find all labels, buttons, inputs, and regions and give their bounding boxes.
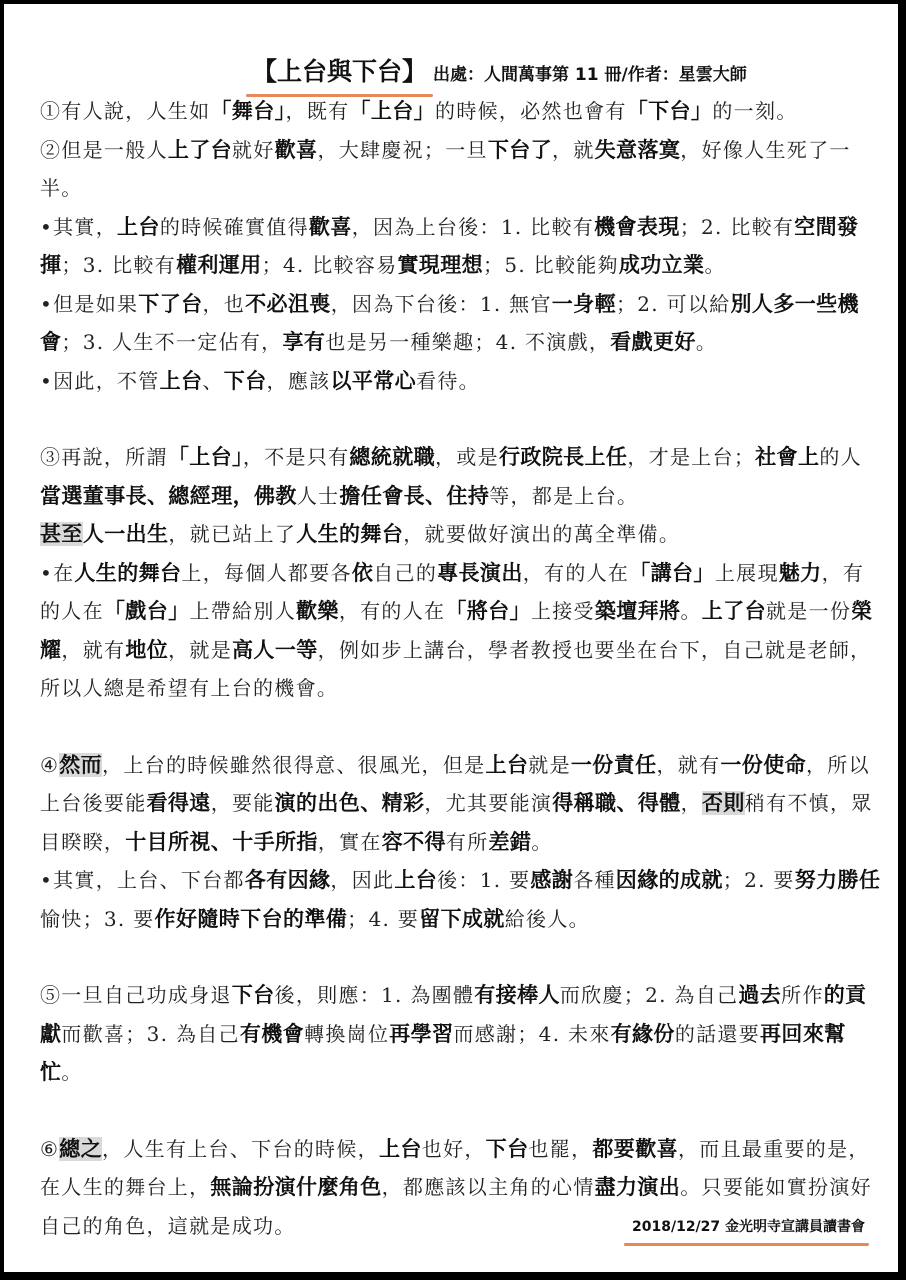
text-segment: 所作 bbox=[781, 983, 824, 1007]
text-segment: 上接受 bbox=[530, 599, 595, 623]
text-segment: ③再說，所謂 bbox=[40, 445, 168, 469]
text-segment: 的一刻。 bbox=[712, 99, 798, 123]
text-segment: 的時候，必然也會有 bbox=[435, 99, 627, 123]
text-segment: ⑥ bbox=[40, 1136, 60, 1161]
text-segment: ，都應該以主角的心情 bbox=[381, 1175, 595, 1199]
paragraph-gap bbox=[40, 938, 882, 976]
text-segment: 就好 bbox=[232, 137, 275, 162]
text-segment: ， bbox=[680, 791, 702, 815]
emphasis-text: 有接棒人 bbox=[474, 983, 560, 1007]
emphasis-text: 高人一等 bbox=[232, 637, 318, 662]
text-segment: ，就是 bbox=[168, 637, 233, 662]
text-segment: ，大肆慶祝；一旦 bbox=[317, 137, 488, 162]
text-segment: ，也 bbox=[202, 291, 246, 316]
text-segment: ，好像人生死了一半。 bbox=[40, 137, 851, 200]
text-segment: ，就要做好演出的萬全準備。 bbox=[403, 522, 681, 546]
text-segment: ⑤一旦自己功成身退 bbox=[40, 983, 232, 1007]
text-segment: 上，每個人都要各 bbox=[181, 560, 352, 585]
text-segment: •在 bbox=[40, 560, 75, 585]
text-segment: 就是 bbox=[528, 752, 571, 777]
emphasis-text: 以平常心 bbox=[330, 368, 417, 393]
highlighted-text: 甚至 bbox=[40, 522, 83, 546]
text-segment: ②但是一般人 bbox=[40, 137, 168, 162]
emphasis-text: 看得遠 bbox=[146, 791, 211, 815]
emphasis-text: 當選董事長、總經理，佛教 bbox=[40, 483, 297, 508]
text-segment: 的人 bbox=[819, 445, 862, 469]
text-segment: ，有的人在 bbox=[338, 599, 446, 623]
text-segment: 後：1. 要 bbox=[437, 868, 531, 892]
header bbox=[252, 52, 747, 88]
text-segment: ，就有 bbox=[61, 637, 126, 662]
paragraph-p8 bbox=[40, 554, 882, 708]
text-segment: •其實， bbox=[40, 214, 117, 239]
paragraph-p4 bbox=[40, 285, 882, 362]
emphasis-text: 上了台 bbox=[701, 599, 766, 623]
paragraph-p1 bbox=[40, 92, 882, 131]
emphasis-text: 實現理想 bbox=[397, 253, 484, 277]
text-segment: 也是另一種樂趣；4. 不演戲， bbox=[325, 330, 611, 354]
text-segment: ；3. 人生不一定佔有， bbox=[61, 330, 283, 354]
emphasis-text: 別人多一些機會 bbox=[40, 291, 859, 354]
paragraph-p3 bbox=[40, 208, 882, 285]
emphasis-text: 努力勝任 bbox=[794, 868, 881, 892]
text-segment: ，有的人在 bbox=[40, 560, 865, 623]
text-segment: 也好， bbox=[421, 1136, 486, 1161]
text-segment: ，就 bbox=[552, 137, 595, 162]
text-segment: 上展現 bbox=[714, 560, 779, 585]
paragraph-p6 bbox=[40, 438, 882, 515]
emphasis-text: 歡樂 bbox=[296, 599, 339, 623]
emphasis-text: 空間發揮 bbox=[40, 214, 859, 277]
text-segment: ；4. 要 bbox=[347, 906, 420, 931]
emphasis-text: 差錯 bbox=[488, 829, 532, 854]
emphasis-text: 一身輕 bbox=[551, 291, 616, 316]
emphasis-text: 榮耀 bbox=[40, 599, 873, 662]
text-segment: 就是一份 bbox=[765, 599, 852, 623]
emphasis-text: 社會上 bbox=[755, 445, 820, 469]
emphasis-text: 人生的舞台 bbox=[296, 522, 404, 546]
emphasis-text: 上台 bbox=[485, 752, 529, 777]
text-segment: 的時候確實值得 bbox=[159, 214, 309, 239]
text-segment: 愉快；3. 要 bbox=[40, 906, 155, 931]
footer-credit bbox=[632, 1216, 865, 1236]
emphasis-text: 一份使命 bbox=[720, 752, 806, 777]
highlighted-text: 總之 bbox=[59, 1136, 103, 1161]
text-segment: ④ bbox=[40, 752, 60, 777]
paragraph-gap bbox=[40, 708, 882, 746]
paragraph-p10 bbox=[40, 861, 882, 938]
text-segment: 等，都是上台。 bbox=[489, 483, 639, 508]
text-segment: 上帶給別人 bbox=[189, 599, 297, 623]
text-segment: 而感謝；4. 未來 bbox=[453, 1021, 611, 1046]
source-citation: 出處：人間萬事第 11 冊/作者：星雲大師 bbox=[433, 65, 747, 85]
text-segment: ，不是只有 bbox=[242, 445, 350, 469]
emphasis-text: 「舞台」 bbox=[210, 99, 286, 123]
emphasis-text: 過去 bbox=[738, 983, 782, 1007]
emphasis-text: 機會表現 bbox=[594, 214, 680, 239]
paragraph-p7 bbox=[40, 515, 882, 554]
emphasis-text: 作好隨時下台的準備 bbox=[154, 906, 348, 931]
document-title: 【上台與下台】 bbox=[252, 52, 427, 88]
paragraph-gap bbox=[40, 1092, 882, 1130]
text-segment: 有所 bbox=[445, 829, 489, 854]
emphasis-text: 「講台」 bbox=[629, 560, 715, 585]
text-segment: 。 bbox=[680, 599, 702, 623]
text-segment: •但是如果 bbox=[40, 291, 139, 316]
emphasis-text: 專長演出 bbox=[437, 560, 523, 585]
emphasis-text: 「上台」 bbox=[167, 445, 243, 469]
text-segment: ，要能 bbox=[210, 791, 275, 815]
text-segment: ，就已站上了 bbox=[168, 522, 297, 546]
emphasis-text: 人一出生 bbox=[82, 522, 169, 546]
text-segment: ；5. 比較能夠 bbox=[483, 253, 619, 277]
emphasis-text: 築壇拜將 bbox=[594, 599, 681, 623]
text-segment: ，因為下台後：1. 無官 bbox=[330, 291, 552, 316]
emphasis-text: 歡喜 bbox=[308, 214, 352, 239]
emphasis-text: 上台 bbox=[378, 1136, 422, 1161]
text-segment: ，實在 bbox=[317, 829, 382, 854]
emphasis-text: 再學習 bbox=[389, 1021, 454, 1046]
footer-underline bbox=[624, 1243, 869, 1246]
paragraph-p2 bbox=[40, 131, 882, 208]
paragraph-gap bbox=[40, 400, 882, 438]
emphasis-text: 上台 bbox=[159, 368, 203, 393]
emphasis-text: 上台 bbox=[117, 214, 160, 239]
emphasis-text: 得稱職、得體 bbox=[552, 791, 681, 815]
text-segment: ①有人說，人生如 bbox=[40, 99, 211, 123]
text-segment: ，既有 bbox=[285, 99, 350, 123]
emphasis-text: 「將台」 bbox=[445, 599, 531, 623]
emphasis-text: 歡喜 bbox=[274, 137, 318, 162]
emphasis-text: 成功立業 bbox=[618, 253, 705, 277]
emphasis-text: 看戲更好 bbox=[610, 330, 696, 354]
text-segment: •因此，不管 bbox=[40, 368, 160, 393]
emphasis-text: 下台了 bbox=[487, 137, 553, 162]
emphasis-text: 一份責任 bbox=[570, 752, 657, 777]
text-segment: ，人生有上台、下台的時候， bbox=[102, 1136, 379, 1161]
emphasis-text: 「上台」 bbox=[349, 99, 436, 123]
text-segment: 。 bbox=[704, 253, 726, 277]
emphasis-text: 的貢獻 bbox=[40, 983, 867, 1046]
emphasis-text: 感謝 bbox=[530, 868, 574, 892]
emphasis-text: 留下成就 bbox=[419, 906, 505, 931]
emphasis-text: 享有 bbox=[282, 330, 326, 354]
emphasis-text: 魅力 bbox=[778, 560, 822, 585]
emphasis-text: 擔任會長、住持 bbox=[339, 483, 490, 508]
emphasis-text: 人生的舞台 bbox=[74, 560, 182, 585]
text-segment: ，就有 bbox=[656, 752, 721, 777]
text-segment: 。 bbox=[61, 1060, 83, 1084]
document-page bbox=[4, 4, 898, 1272]
text-segment: ，例如步上講台，學者教授也要坐在台下，自己就是老師，所以人總是希望有上台的機會。 bbox=[40, 637, 872, 700]
text-segment: 看待。 bbox=[416, 368, 480, 393]
emphasis-text: 行政院長上任 bbox=[498, 445, 628, 469]
text-segment: ，尤其要能演 bbox=[424, 791, 553, 815]
text-segment: 。只要能如實扮演好自己的角色，這就是成功。 bbox=[40, 1175, 872, 1238]
text-segment: ；2. 要 bbox=[722, 868, 795, 892]
emphasis-text: 下台 bbox=[223, 368, 267, 393]
text-segment: 自己的 bbox=[373, 560, 438, 585]
emphasis-text: 「下台」 bbox=[626, 99, 713, 123]
emphasis-text: 盡力演出 bbox=[594, 1175, 681, 1199]
emphasis-text: 上台 bbox=[394, 868, 438, 892]
text-segment: 各種 bbox=[573, 868, 616, 892]
text-segment: ；2. 可以給 bbox=[615, 291, 731, 316]
emphasis-text: 「戲台」 bbox=[103, 599, 190, 623]
text-segment: 也罷， bbox=[528, 1136, 593, 1161]
text-segment: ，才是上台； bbox=[627, 445, 756, 469]
emphasis-text: 有緣份 bbox=[610, 1021, 675, 1046]
text-segment: 、 bbox=[202, 368, 224, 393]
emphasis-text: 有機會 bbox=[239, 1021, 305, 1046]
text-segment: ；3. 比較有 bbox=[61, 253, 176, 277]
footer-text: 2018/12/27 金光明寺宣講員讀書會 bbox=[632, 1219, 866, 1235]
text-segment: 人士 bbox=[296, 483, 340, 508]
text-segment: ，或是 bbox=[435, 445, 499, 469]
text-segment: 稍有不慎，眾目睽睽， bbox=[40, 791, 873, 854]
emphasis-text: 失意落寞 bbox=[594, 137, 681, 162]
text-segment: ，而且最重要的是，在人生的舞台上， bbox=[40, 1136, 870, 1199]
emphasis-text: 因緣的成就 bbox=[615, 868, 723, 892]
highlighted-text: 然而 bbox=[59, 752, 103, 777]
emphasis-text: 上了台 bbox=[167, 137, 233, 162]
emphasis-text: 十目所視、十手所指 bbox=[125, 829, 318, 854]
text-segment: ，因此 bbox=[330, 868, 395, 892]
emphasis-text: 無論扮演什麼角色 bbox=[210, 1175, 382, 1199]
text-segment: 而欣慶；2. 為自己 bbox=[559, 983, 739, 1007]
text-segment: 而歡喜；3. 為自己 bbox=[61, 1021, 240, 1046]
emphasis-text: 都要歡喜 bbox=[592, 1136, 678, 1161]
emphasis-text: 地位 bbox=[125, 637, 169, 662]
paragraph-p11 bbox=[40, 976, 882, 1092]
emphasis-text: 下了台 bbox=[138, 291, 203, 316]
text-segment: ，因為上台後：1. 比較有 bbox=[351, 214, 595, 239]
text-segment: 。 bbox=[695, 330, 718, 354]
highlighted-text: 否則 bbox=[701, 791, 745, 815]
emphasis-text: 各有因緣 bbox=[244, 868, 331, 892]
text-segment: 給後人。 bbox=[504, 906, 590, 931]
emphasis-text: 權利運用 bbox=[175, 253, 262, 277]
paragraph-p9 bbox=[40, 746, 882, 862]
emphasis-text: 再回來幫忙 bbox=[40, 1021, 846, 1084]
emphasis-text: 不必沮喪 bbox=[245, 291, 331, 316]
text-segment: 的話還要 bbox=[674, 1021, 761, 1046]
emphasis-text: 下台 bbox=[485, 1136, 529, 1161]
emphasis-text: 容不得 bbox=[381, 829, 446, 854]
text-segment: 轉換崗位 bbox=[304, 1021, 390, 1046]
text-segment: ；4. 比較容易 bbox=[261, 253, 398, 277]
emphasis-text: 依 bbox=[351, 560, 374, 585]
emphasis-text: 總統就職 bbox=[349, 445, 436, 469]
text-segment: ，上台的時候雖然很得意、很風光，但是 bbox=[102, 752, 486, 777]
document-body bbox=[40, 92, 882, 1245]
text-segment: ，應該 bbox=[266, 368, 331, 393]
text-segment: ；2. 比較有 bbox=[679, 214, 795, 239]
text-segment: 。 bbox=[531, 829, 553, 854]
text-segment: 後，則應：1. 為團體 bbox=[274, 983, 475, 1007]
emphasis-text: 下台 bbox=[231, 983, 275, 1007]
text-segment: ，有的人在 bbox=[522, 560, 630, 585]
text-segment: ，所以上台後要能 bbox=[40, 752, 870, 815]
text-segment: •其實，上台、下台都 bbox=[40, 868, 245, 892]
emphasis-text: 演的出色、精彩 bbox=[274, 791, 425, 815]
paragraph-p5 bbox=[40, 362, 882, 401]
